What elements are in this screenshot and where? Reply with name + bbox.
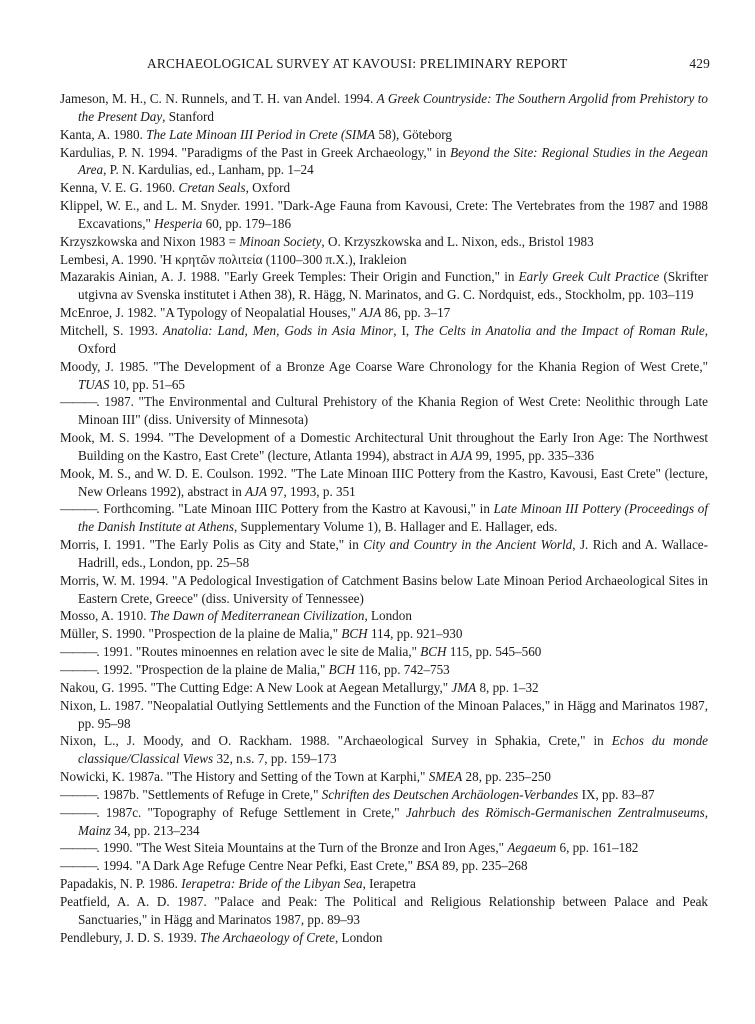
- reference-text: 115, pp. 545–560: [446, 644, 542, 660]
- reference-text: Müller, S. 1990. "Prospection de la plaine de Malia,": [60, 626, 342, 642]
- reference-entry: [60, 126, 708, 144]
- reference-entry: [60, 179, 708, 197]
- reference-text: Kenna, V. E. G. 1960.: [60, 180, 179, 196]
- reference-text: 116, pp. 742–753: [354, 662, 450, 677]
- reference-title-italic: BSA: [416, 858, 439, 874]
- reference-list: [60, 90, 708, 947]
- reference-text: , London: [364, 608, 412, 624]
- reference-text: , London: [334, 929, 383, 945]
- reference-title-italic: Schriften des Deutschen Archäologen-Verbandes: [321, 786, 579, 802]
- reference-entry: [60, 233, 708, 251]
- reference-text: ———: [60, 804, 97, 820]
- reference-text: 8, pp. 1–32: [476, 679, 539, 695]
- reference-title-italic: SMEA: [428, 769, 463, 785]
- reference-text: ———: [60, 840, 97, 856]
- reference-text: 28, pp. 235–250: [462, 769, 551, 785]
- reference-title-italic: Late Minoan III Pottery (Proceedings of the Danish Institute at Athens: [78, 501, 708, 535]
- reference-title-italic: Cretan Seals: [178, 180, 246, 196]
- reference-text: Morris, I. 1991. "The Early Polis as City and State," in: [60, 537, 364, 553]
- reference-text: ———: [60, 662, 97, 677]
- reference-title-italic: Hesperia: [154, 215, 203, 231]
- reference-title-italic: Ierapetra: Bride of the Libyan Sea: [181, 876, 363, 892]
- reference-text: , O. Krzyszkowska and L. Nixon, eds., Bristol 1983: [321, 233, 594, 249]
- reference-title-italic: Aegaeum: [507, 840, 557, 856]
- reference-entry: [60, 839, 708, 857]
- reference-text: Mook, M. S., and W. D. E. Coulson. 1992. "The Late Minoan IIIC Pottery from the Kastro, Kavousi, East Crete" (lecture, New Orleans 1992), abstract in: [60, 465, 708, 499]
- reference-entry: [60, 536, 708, 572]
- reference-text: Morris, W. M. 1994. "A Pedological Investigation of Catchment Basins below Late Minoan Period Archaeological Sites in Eastern Crete, Greece" (diss. University of Tennessee): [60, 572, 708, 606]
- reference-text: 6, pp. 161–182: [556, 840, 639, 856]
- reference-entry: [60, 322, 708, 358]
- reference-entry: [60, 857, 708, 875]
- reference-text: . 1987c. "Topography of Refuge Settlement in Crete,": [96, 804, 406, 820]
- reference-text: . 1987b. "Settlements of Refuge in Crete,": [96, 786, 322, 802]
- reference-text: Papadakis, N. P. 1986.: [60, 876, 182, 892]
- reference-text: Pendlebury, J. D. S. 1939.: [60, 929, 201, 945]
- reference-title-italic: TUAS: [78, 376, 110, 392]
- reference-text: . 1990. "The West Siteia Mountains at the Turn of the Bronze and Iron Ages,": [96, 840, 508, 856]
- reference-title-italic: City and Country in the Ancient World: [363, 537, 573, 553]
- reference-title-italic: Jahrbuch des Römisch-Germanischen Zentralmuseums, Mainz: [78, 804, 708, 838]
- reference-text: 34, pp. 213–234: [110, 822, 200, 838]
- reference-text: Mook, M. S. 1994. "The Development of a Domestic Architectural Unit throughout the Early Iron Age: The Northwest Building on the Kastro, East Crete" (lecture, Atlanta 1994), abstract in: [60, 430, 708, 463]
- reference-text: Mitchell, S. 1993.: [60, 322, 163, 338]
- reference-text: , J. Rich and A. Wallace-Hadrill, eds., London, pp. 25–58: [78, 537, 708, 570]
- reference-entry: [60, 625, 708, 643]
- reference-title-italic: AJA: [245, 483, 268, 499]
- reference-text: Nixon, L., J. Moody, and O. Rackham. 1988. "Archaeological Survey in Sphakia, Crete," in: [60, 733, 612, 749]
- reference-text: Krzyszkowska and Nixon 1983 =: [60, 233, 240, 249]
- reference-text: , Stanford: [162, 108, 214, 124]
- reference-title-italic: Early Greek Cult Practice: [518, 269, 660, 285]
- reference-text: , Oxford: [78, 322, 708, 356]
- reference-title-italic: The Dawn of Mediterranean Civilization: [149, 608, 365, 624]
- reference-entry: [60, 358, 708, 394]
- reference-entry: [60, 804, 708, 840]
- reference-text: . Forthcoming. "Late Minoan IIIC Pottery from the Kastro at Kavousi," in: [96, 501, 494, 517]
- reference-text: 58), Göteborg: [375, 126, 452, 142]
- reference-title-italic: Echos du monde classique/Classical Views: [78, 733, 708, 767]
- reference-text: 60, pp. 179–186: [202, 215, 292, 231]
- reference-entry: [60, 144, 708, 180]
- reference-title-italic: AJA: [450, 447, 473, 463]
- reference-entry: [60, 500, 708, 536]
- reference-text: , Supplementary Volume 1), B. Hallager and E. Hallager, eds.: [233, 519, 558, 535]
- reference-entry: [60, 465, 708, 501]
- reference-title-italic: Anatolia: Land, Men, Gods in Asia Minor: [162, 322, 394, 338]
- reference-entry: [60, 697, 708, 733]
- reference-text: 97, 1993, p. 351: [267, 483, 356, 499]
- reference-text: Mosso, A. 1910.: [60, 608, 150, 624]
- reference-text: , P. N. Kardulias, ed., Lanham, pp. 1–24: [103, 162, 314, 178]
- reference-text: Nakou, G. 1995. "The Cutting Edge: A New Look at Aegean Metallurgy,": [60, 679, 452, 695]
- reference-title-italic: The Archaeology of Crete: [200, 929, 335, 945]
- reference-text: . 1987. "The Environmental and Cultural Prehistory of the Khania Region of West Crete: Neolithic through Late Minoan III" (diss. University of Minnesota): [78, 394, 708, 428]
- reference-text: 99, 1995, pp. 335–336: [472, 447, 594, 463]
- reference-text: Lembesi, A. 1990. 'Η κρητῶν πολιτεία (1100–300 π.Χ.), Irakleion: [60, 251, 407, 267]
- reference-text: Peatfield, A. A. D. 1987. "Palace and Peak: The Political and Religious Relationship between Palace and Peak Sanctuaries," in Hägg and Marinatos 1987, pp. 89–93: [60, 893, 708, 927]
- reference-entry: [60, 732, 708, 768]
- reference-text: 89, pp. 235–268: [438, 858, 528, 874]
- reference-entry: [60, 875, 708, 893]
- reference-entry: [60, 679, 708, 697]
- reference-text: ———: [60, 501, 97, 517]
- reference-text: (Skrifter utgivna av Svenska institutet i Athen 38), R. Hägg, N. Marinatos, and G. C. Nordquist, eds., Stockholm, pp. 103–119: [78, 269, 708, 303]
- reference-title-italic: JMA: [451, 679, 477, 695]
- reference-title-italic: BCH: [341, 626, 368, 642]
- reference-text: 114, pp. 921–930: [367, 626, 463, 642]
- reference-text: ———: [60, 858, 97, 874]
- reference-text: ———: [60, 394, 97, 410]
- reference-title-italic: The Late Minoan III Period in Crete (SIMA: [146, 126, 376, 142]
- reference-text: Jameson, M. H., C. N. Runnels, and T. H. van Andel. 1994.: [60, 91, 377, 106]
- reference-entry: [60, 607, 708, 625]
- reference-text: . 1992. "Prospection de la plaine de Malia,": [96, 662, 329, 677]
- reference-text: . 1991. "Routes minoennes en relation avec le site de Malia,": [96, 644, 421, 660]
- reference-title-italic: Minoan Society: [239, 233, 322, 249]
- reference-text: ———: [60, 644, 97, 660]
- reference-text: , Ierapetra: [362, 876, 416, 892]
- reference-text: Nowicki, K. 1987a. "The History and Setting of the Town at Karphi,": [60, 769, 429, 785]
- reference-entry: [60, 304, 708, 322]
- reference-text: . 1994. "A Dark Age Refuge Centre Near Pefki, East Crete,": [96, 858, 417, 874]
- running-title: ARCHAEOLOGICAL SURVEY AT KAVOUSI: PRELIMINARY REPORT: [147, 56, 568, 71]
- reference-text: IX, pp. 83–87: [578, 786, 655, 802]
- reference-text: , I,: [393, 322, 415, 338]
- reference-entry: [60, 197, 708, 233]
- reference-title-italic: BCH: [420, 644, 447, 660]
- reference-text: 86, pp. 3–17: [381, 305, 451, 321]
- reference-title-italic: BCH: [328, 662, 355, 677]
- reference-entry: [60, 929, 708, 947]
- reference-title-italic: AJA: [359, 305, 382, 321]
- reference-entry: [60, 786, 708, 804]
- reference-entry: [60, 393, 708, 429]
- page-number: 429: [689, 56, 710, 71]
- reference-entry: [60, 768, 708, 786]
- reference-entry: [60, 268, 708, 304]
- reference-text: 32, n.s. 7, pp. 159–173: [213, 751, 337, 767]
- reference-title-italic: The Celts in Anatolia and the Impact of Roman Rule: [414, 322, 705, 338]
- reference-text: Kanta, A. 1980.: [60, 126, 147, 142]
- reference-title-italic: Beyond the Site: Regional Studies in the Aegean Area: [78, 144, 708, 178]
- reference-text: Moody, J. 1985. "The Development of a Bronze Age Coarse Ware Chronology for the Khania Region of West Crete,": [60, 358, 708, 374]
- reference-entry: [60, 893, 708, 929]
- reference-text: McEnroe, J. 1982. "A Typology of Neopalatial Houses,": [60, 305, 360, 321]
- reference-text: , Oxford: [245, 180, 291, 196]
- reference-text: 10, pp. 51–65: [109, 376, 185, 392]
- reference-text: Nixon, L. 1987. "Neopalatial Outlying Settlements and the Function of the Minoan Palaces," in Hägg and Marinatos 1987, pp. 95–98: [60, 697, 708, 731]
- reference-text: ———: [60, 786, 97, 802]
- reference-entry: [60, 661, 708, 679]
- reference-entry: [60, 90, 708, 126]
- reference-text: Kardulias, P. N. 1994. "Paradigms of the Past in Greek Archaeology," in: [60, 144, 451, 160]
- reference-title-italic: A Greek Countryside: The Southern Argolid from Prehistory to the Present Day: [78, 91, 709, 124]
- reference-entry: [60, 251, 708, 269]
- reference-entry: [60, 429, 708, 465]
- reference-entry: [60, 643, 708, 661]
- reference-text: Klippel, W. E., and L. M. Snyder. 1991. "Dark-Age Fauna from Kavousi, Crete: The Vertebrates from the 1987 and 1988 Excavations,": [60, 198, 708, 231]
- reference-entry: [60, 572, 708, 608]
- reference-text: Mazarakis Ainian, A. J. 1988. "Early Greek Temples: Their Origin and Function," in: [60, 269, 519, 285]
